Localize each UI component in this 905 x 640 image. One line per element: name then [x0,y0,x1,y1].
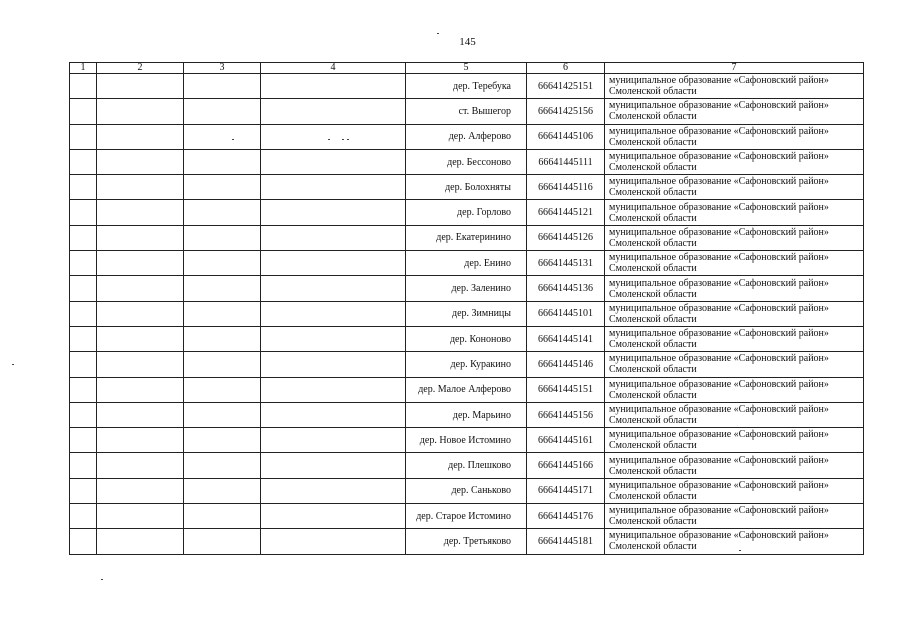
municipality-line-1: муниципальное образование «Сафоновский район» [609,226,829,238]
oktmo-code-cell: 66641445171 [527,478,605,503]
empty-cell-col-1 [70,200,97,225]
empty-cell-col-4 [261,504,406,529]
municipality-line-2: Смоленской области [609,212,697,224]
empty-cell-col-2 [97,478,184,503]
oktmo-code-cell: 66641445141 [527,326,605,351]
municipality-cell [605,74,864,99]
municipality-cell [605,175,864,200]
scan-speck [342,139,344,140]
municipality-cell [605,428,864,453]
empty-cell-col-3 [184,200,261,225]
empty-cell-col-2 [97,74,184,99]
oktmo-code-cell: 66641445101 [527,301,605,326]
empty-cell-col-2 [97,428,184,453]
settlement-name-cell: дер. Кононово [406,326,527,351]
empty-cell-col-4 [261,478,406,503]
municipality-cell [605,124,864,149]
oktmo-code-cell: 66641445151 [527,377,605,402]
empty-cell-col-2 [97,200,184,225]
municipality-cell [605,377,864,402]
empty-cell-col-1 [70,529,97,554]
municipality-line-2: Смоленской области [609,187,697,199]
oktmo-code-cell: 66641445136 [527,276,605,301]
empty-cell-col-2 [97,276,184,301]
municipality-line-1: муниципальное образование «Сафоновский район» [609,277,829,289]
table-row [70,276,864,301]
empty-cell-col-2 [97,377,184,402]
empty-cell-col-1 [70,99,97,124]
municipality-line-2: Смоленской области [609,440,697,452]
empty-cell-col-4 [261,225,406,250]
municipality-line-2: Смоленской области [609,136,697,148]
empty-cell-col-1 [70,175,97,200]
empty-cell-col-2 [97,225,184,250]
settlement-name-cell: дер. Екатеринино [406,225,527,250]
municipality-line-2: Смоленской области [609,111,697,123]
empty-cell-col-3 [184,428,261,453]
column-header-1: 1 [70,63,97,74]
municipality-line-1: муниципальное образование «Сафоновский район» [609,378,829,390]
municipality-cell [605,225,864,250]
settlement-name-cell: дер. Новое Истомино [406,428,527,453]
settlement-name-cell: дер. Малое Алферово [406,377,527,402]
empty-cell-col-1 [70,276,97,301]
empty-cell-col-1 [70,453,97,478]
municipality-line-2: Смоленской области [609,237,697,249]
oktmo-code-cell: 66641445131 [527,251,605,276]
oktmo-code-cell: 66641445121 [527,200,605,225]
empty-cell-col-1 [70,352,97,377]
municipality-line-1: муниципальное образование «Сафоновский район» [609,100,829,112]
empty-cell-col-3 [184,301,261,326]
scan-speck [347,139,349,140]
municipality-line-1: муниципальное образование «Сафоновский район» [609,505,829,517]
empty-cell-col-2 [97,529,184,554]
column-header-4: 4 [261,63,406,74]
municipality-cell [605,478,864,503]
municipality-cell [605,453,864,478]
empty-cell-col-3 [184,529,261,554]
municipality-line-2: Смоленской области [609,389,697,401]
empty-cell-col-2 [97,453,184,478]
municipality-cell [605,301,864,326]
column-number-row [70,63,864,74]
empty-cell-col-4 [261,352,406,377]
municipality-line-1: муниципальное образование «Сафоновский район» [609,252,829,264]
table-row [70,225,864,250]
scan-speck [232,139,234,140]
empty-cell-col-4 [261,251,406,276]
settlement-name-cell: дер. Теребука [406,74,527,99]
empty-cell-col-1 [70,326,97,351]
empty-cell-col-2 [97,251,184,276]
empty-cell-col-4 [261,175,406,200]
empty-cell-col-4 [261,99,406,124]
settlement-name-cell: дер. Старое Истомино [406,504,527,529]
empty-cell-col-4 [261,200,406,225]
municipality-line-2: Смоленской области [609,86,697,98]
settlement-name-cell: дер. Третьяково [406,529,527,554]
municipality-line-2: Смоленской области [609,263,697,275]
empty-cell-col-3 [184,504,261,529]
settlement-name-cell: дер. Саньково [406,478,527,503]
settlement-name-cell: дер. Алферово [406,124,527,149]
settlement-name-cell: дер. Плешково [406,453,527,478]
column-header-6: 6 [527,63,605,74]
empty-cell-col-3 [184,453,261,478]
empty-cell-col-3 [184,276,261,301]
empty-cell-col-1 [70,225,97,250]
page-number: 145 [459,36,476,48]
empty-cell-col-1 [70,428,97,453]
settlement-name-cell: ст. Вышегор [406,99,527,124]
oktmo-code-cell: 66641445161 [527,428,605,453]
empty-cell-col-3 [184,251,261,276]
empty-cell-col-2 [97,149,184,174]
municipality-line-1: муниципальное образование «Сафоновский район» [609,302,829,314]
table-row [70,529,864,554]
municipality-line-1: муниципальное образование «Сафоновский район» [609,201,829,213]
empty-cell-col-4 [261,301,406,326]
municipality-line-1: муниципальное образование «Сафоновский район» [609,328,829,340]
municipality-line-1: муниципальное образование «Сафоновский район» [609,151,829,163]
empty-cell-col-1 [70,149,97,174]
column-header-5: 5 [406,63,527,74]
table-row [70,402,864,427]
municipality-line-2: Смоленской области [609,339,697,351]
oktmo-code-cell: 66641445156 [527,402,605,427]
municipality-line-1: муниципальное образование «Сафоновский район» [609,530,829,542]
settlement-name-cell: дер. Куракино [406,352,527,377]
settlement-name-cell: дер. Заленино [406,276,527,301]
empty-cell-col-3 [184,478,261,503]
empty-cell-col-1 [70,402,97,427]
empty-cell-col-4 [261,428,406,453]
municipality-line-2: Смоленской области [609,364,697,376]
empty-cell-col-3 [184,225,261,250]
empty-cell-col-4 [261,453,406,478]
empty-cell-col-2 [97,99,184,124]
table-row [70,200,864,225]
oktmo-code-cell: 66641425156 [527,99,605,124]
empty-cell-col-3 [184,149,261,174]
empty-cell-col-1 [70,504,97,529]
empty-cell-col-4 [261,529,406,554]
municipality-line-2: Смоленской области [609,288,697,300]
empty-cell-col-2 [97,352,184,377]
municipality-line-2: Смоленской области [609,313,697,325]
oktmo-code-cell: 66641445126 [527,225,605,250]
empty-cell-col-1 [70,301,97,326]
municipality-line-1: муниципальное образование «Сафоновский район» [609,429,829,441]
table-row [70,377,864,402]
empty-cell-col-4 [261,377,406,402]
scan-speck [101,579,103,580]
municipality-line-2: Смоленской области [609,162,697,174]
scan-speck [328,139,330,140]
municipality-cell [605,504,864,529]
empty-cell-col-2 [97,301,184,326]
oktmo-code-cell: 66641425151 [527,74,605,99]
empty-cell-col-3 [184,99,261,124]
table-row [70,326,864,351]
empty-cell-col-3 [184,326,261,351]
table-row [70,74,864,99]
municipality-line-2: Смоленской области [609,465,697,477]
table-row [70,504,864,529]
municipality-cell [605,276,864,301]
municipality-cell [605,352,864,377]
table-row [70,352,864,377]
empty-cell-col-4 [261,276,406,301]
municipality-cell [605,529,864,554]
empty-cell-col-2 [97,402,184,427]
table-row [70,301,864,326]
municipality-cell [605,99,864,124]
scan-speck [12,364,14,365]
municipality-line-1: муниципальное образование «Сафоновский район» [609,353,829,365]
oktmo-code-cell: 66641445181 [527,529,605,554]
empty-cell-col-3 [184,352,261,377]
municipality-line-1: муниципальное образование «Сафоновский район» [609,125,829,137]
empty-cell-col-3 [184,74,261,99]
empty-cell-col-1 [70,377,97,402]
settlements-table [69,62,864,555]
empty-cell-col-2 [97,175,184,200]
empty-cell-col-1 [70,251,97,276]
table-row [70,149,864,174]
empty-cell-col-4 [261,74,406,99]
municipality-line-2: Смоленской области [609,490,697,502]
table-row [70,175,864,200]
scan-speck [437,33,439,34]
municipality-line-2: Смоленской области [609,516,697,528]
oktmo-code-cell: 66641445106 [527,124,605,149]
empty-cell-col-4 [261,402,406,427]
column-header-2: 2 [97,63,184,74]
settlement-name-cell: дер. Зимницы [406,301,527,326]
table-row [70,99,864,124]
municipality-cell [605,200,864,225]
empty-cell-col-3 [184,402,261,427]
settlement-name-cell: дер. Енино [406,251,527,276]
table-row [70,453,864,478]
municipality-cell [605,149,864,174]
municipality-line-1: муниципальное образование «Сафоновский район» [609,454,829,466]
empty-cell-col-3 [184,124,261,149]
table-row [70,251,864,276]
settlement-name-cell: дер. Бессоново [406,149,527,174]
empty-cell-col-3 [184,377,261,402]
empty-cell-col-2 [97,504,184,529]
municipality-line-1: муниципальное образование «Сафоновский район» [609,75,829,87]
oktmo-code-cell: 66641445166 [527,453,605,478]
municipality-line-2: Смоленской области [609,541,697,553]
empty-cell-col-4 [261,149,406,174]
municipality-cell [605,251,864,276]
table-body [70,63,864,555]
table-row [70,428,864,453]
column-header-3: 3 [184,63,261,74]
empty-cell-col-1 [70,74,97,99]
municipality-cell [605,326,864,351]
municipality-line-1: муниципальное образование «Сафоновский район» [609,176,829,188]
oktmo-code-cell: 66641445111 [527,149,605,174]
table-row [70,478,864,503]
municipality-line-1: муниципальное образование «Сафоновский район» [609,404,829,415]
municipality-line-2: Смоленской области [609,415,697,426]
municipality-line-1: муниципальное образование «Сафоновский район» [609,479,829,491]
oktmo-code-cell: 66641445146 [527,352,605,377]
empty-cell-col-2 [97,124,184,149]
empty-cell-col-1 [70,478,97,503]
oktmo-code-cell: 66641445116 [527,175,605,200]
scan-speck [739,550,741,551]
empty-cell-col-2 [97,326,184,351]
settlement-name-cell: дер. Горлово [406,200,527,225]
column-header-7: 7 [605,63,864,74]
empty-cell-col-4 [261,124,406,149]
empty-cell-col-3 [184,175,261,200]
oktmo-code-cell: 66641445176 [527,504,605,529]
municipality-cell [605,402,864,427]
settlement-name-cell: дер. Марьино [406,402,527,427]
empty-cell-col-1 [70,124,97,149]
empty-cell-col-4 [261,326,406,351]
table-row [70,124,864,149]
settlement-name-cell: дер. Болохняты [406,175,527,200]
